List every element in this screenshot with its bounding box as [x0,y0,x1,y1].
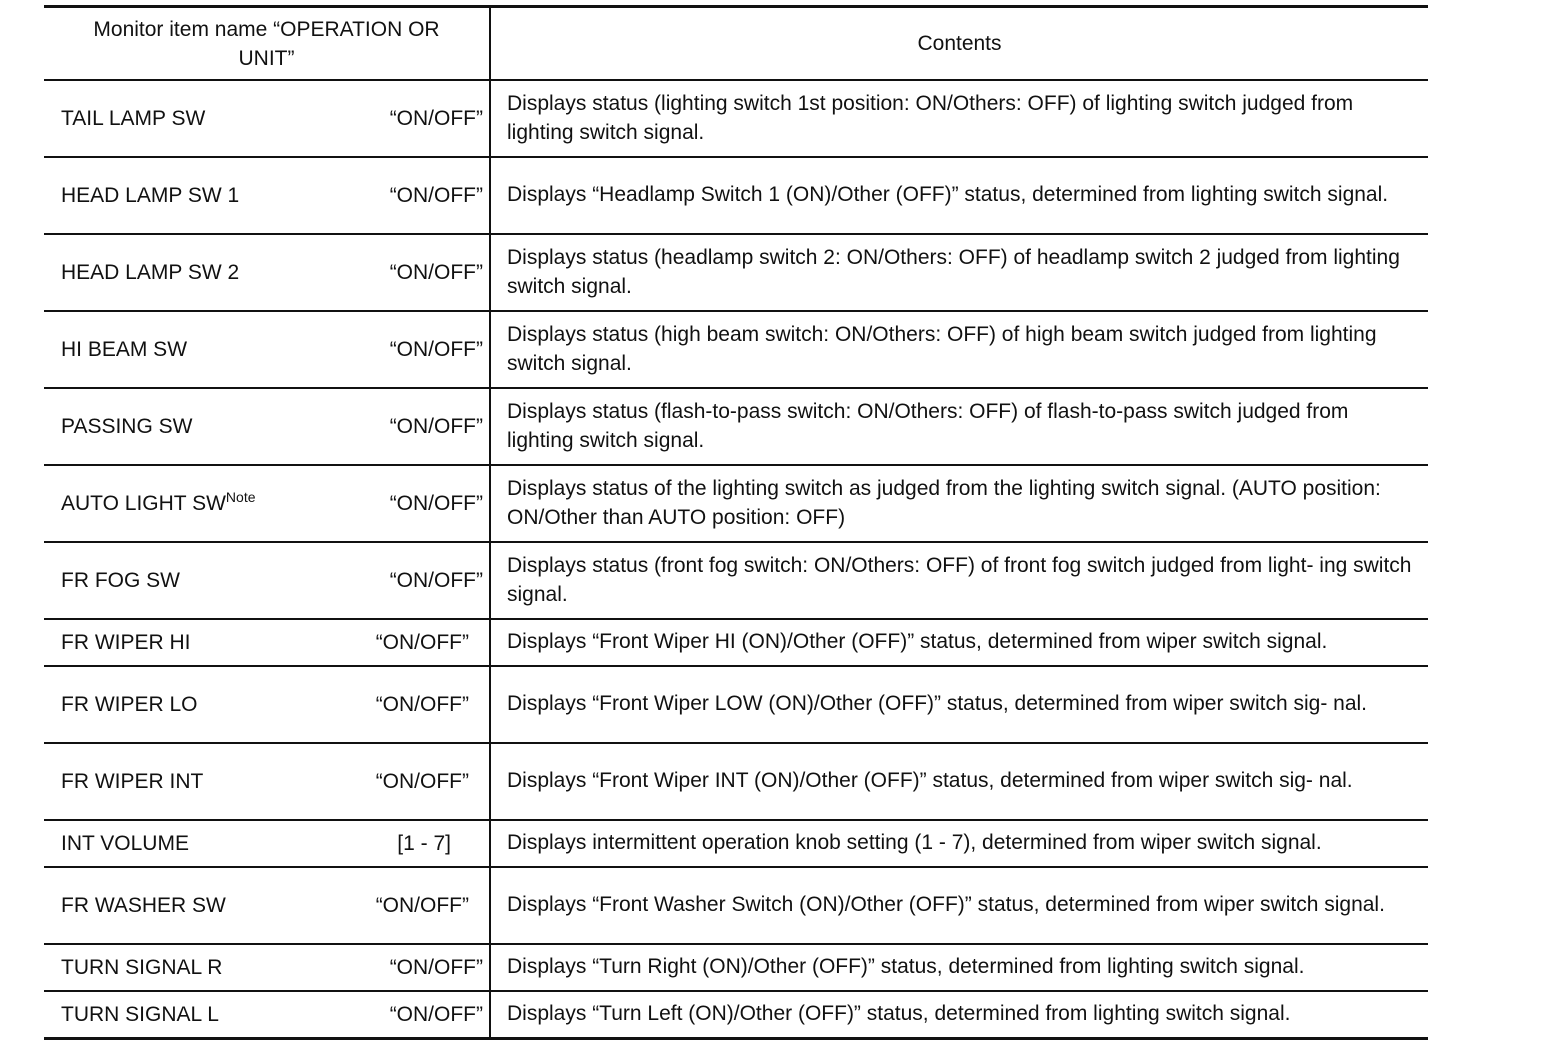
contents-cell: Displays “Front Wiper LOW (ON)/Other (OFF)” status, determined from wiper switch sig- nal. [490,666,1428,743]
header-monitor-item-name: Monitor item name “OPERATION OR UNIT” [44,7,490,81]
note-superscript: Note [225,489,256,505]
item-name: TURN SIGNAL L [61,1003,219,1026]
contents-cell: Displays “Front Wiper HI (ON)/Other (OFF)” status, determined from wiper switch signal. [490,619,1428,666]
item-name: FR WIPER HI [61,631,191,654]
table-row [44,465,1428,542]
item-value: “ON/OFF” [389,1003,483,1026]
table-row [44,157,1428,234]
header-contents: Contents [490,7,1428,81]
item-value: “ON/OFF” [375,693,469,716]
item-value: “ON/OFF” [389,107,483,130]
item-value: “ON/OFF” [389,338,483,361]
contents-cell: Displays status (headlamp switch 2: ON/Others: OFF) of headlamp switch 2 judged from lighting switch signal. [490,234,1428,311]
item-cell [44,234,490,311]
item-cell [44,820,490,867]
contents-cell: Displays status (lighting switch 1st position: ON/Others: OFF) of lighting switch judged from lighting switch signal. [507,91,1354,144]
table-row [44,542,1428,619]
contents-cell: Displays “Turn Left (ON)/Other (OFF)” status, determined from lighting switch signal. [490,991,1428,1039]
item-cell [44,542,490,619]
contents-cell: Displays “Front Wiper INT (ON)/Other (OFF)” status, determined from wiper switch sig- nal. [490,743,1428,820]
table-row [44,944,1428,991]
item-name: HEAD LAMP SW 1 [61,184,240,207]
item-value: “ON/OFF” [389,492,483,515]
monitor-item-table [44,5,1428,1040]
item-value: “ON/OFF” [389,415,483,438]
table-row [44,666,1428,743]
contents-cell: Displays status (flash-to-pass switch: ON/Others: OFF) of flash-to-pass switch judged from lighting switch signal. [490,388,1428,465]
item-value: “ON/OFF” [389,261,483,284]
item-value: “ON/OFF” [375,894,469,917]
item-value: “ON/OFF” [389,956,483,979]
item-name: HI BEAM SW [61,338,188,361]
item-value: “ON/OFF” [389,184,483,207]
item-name: TAIL LAMP SW [61,107,206,130]
contents-cell: Displays status of the lighting switch as judged from the lighting switch signal. (AUTO position: ON/Other than AUTO position: OFF) [490,465,1428,542]
table-header-row [44,7,1428,81]
item-value: “ON/OFF” [389,569,483,592]
item-cell [44,666,490,743]
item-cell [44,80,490,157]
contents-cell: Displays “Front Washer Switch (ON)/Other (OFF)” status, determined from wiper switch signal. [490,867,1428,944]
table-row [44,388,1428,465]
table-row [44,234,1428,311]
table-row [44,867,1428,944]
item-cell [44,465,490,542]
contents-cell: Displays “Headlamp Switch 1 (ON)/Other (OFF)” status, determined from lighting switch signal. [490,157,1428,234]
item-name: FR WIPER INT [61,770,204,793]
table-row [44,80,1428,157]
item-value: “ON/OFF” [375,770,469,793]
item-cell [44,619,490,666]
item-name: TURN SIGNAL R [61,956,223,979]
item-name: FR FOG SW [61,569,180,592]
item-value: [1 - 7] [397,832,451,855]
item-value: “ON/OFF” [375,631,469,654]
table-row [44,820,1428,867]
item-name: FR WIPER LO [61,693,198,716]
item-cell [44,867,490,944]
item-cell [44,944,490,991]
contents-cell: Displays status (front fog switch: ON/Others: OFF) of front fog switch judged from light- ing switch signal. [490,542,1428,619]
contents-cell: Displays “Turn Right (ON)/Other (OFF)” status, determined from lighting switch signal. [490,944,1428,991]
item-name: PASSING SW [61,415,193,438]
item-name: AUTO LIGHT $SW^{Note}$ [61,489,256,515]
contents-cell: Displays intermittent operation knob setting (1 - 7), determined from wiper switch signal. [490,820,1428,867]
table-row [44,619,1428,666]
table-row [44,311,1428,388]
item-name: FR WASHER SW [61,894,226,917]
contents-cell: Displays status (high beam switch: ON/Others: OFF) of high beam switch judged from lighting switch signal. [490,311,1428,388]
item-cell [44,311,490,388]
item-name: HEAD LAMP SW 2 [61,261,240,284]
item-cell [44,991,490,1039]
table-row [44,991,1428,1039]
item-name: INT VOLUME [61,832,189,855]
item-cell [44,743,490,820]
item-cell [44,157,490,234]
item-cell [44,388,490,465]
table-row [44,743,1428,820]
